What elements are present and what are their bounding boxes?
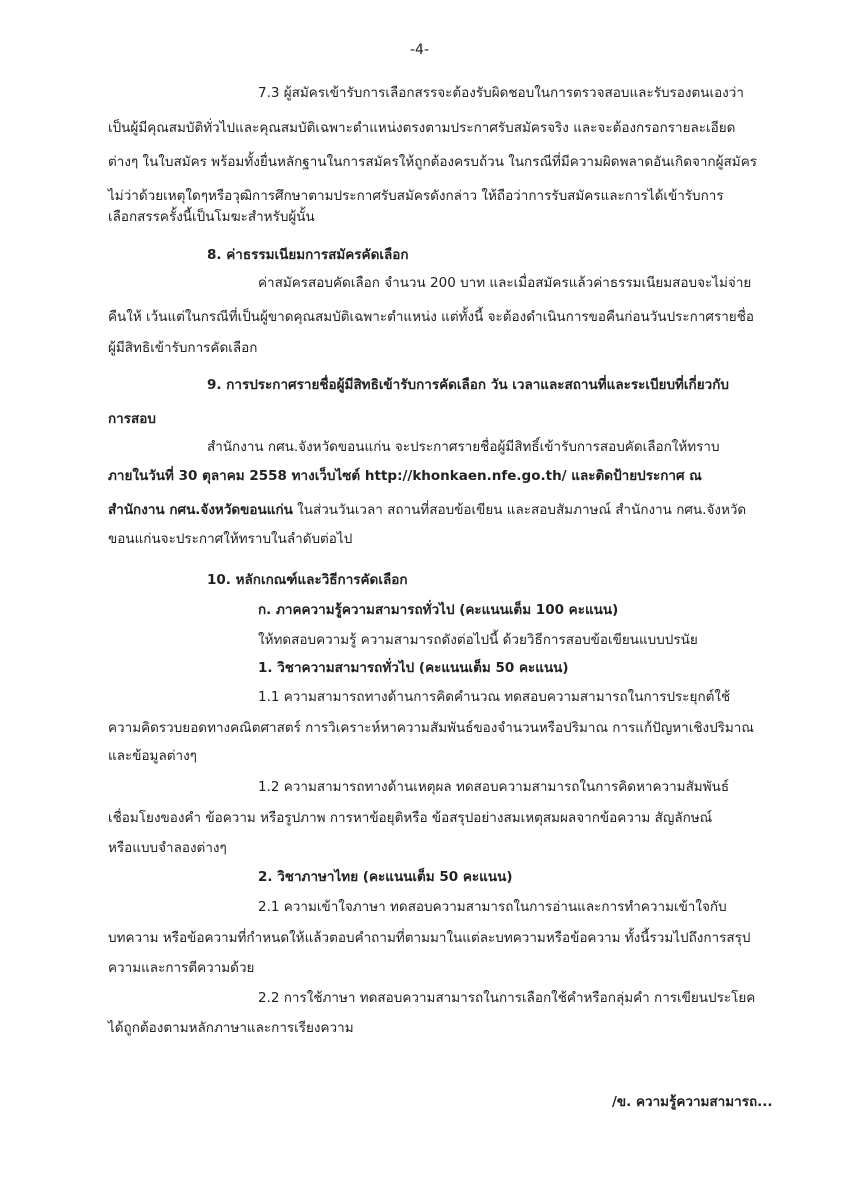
section-8-line-3: ผู้มีสิทธิเข้ารับการคัดเลือก (108, 340, 258, 356)
page-number: -4- (410, 42, 430, 58)
item-1-1-line-2: ความคิดรวบยอดทางคณิตศาสตร์ การวิเคราะห์หาความสัมพันธ์ของจำนวนหรือปริมาณ การแก้ปัญหาเชิงปริมาณ (108, 720, 754, 736)
section-7-3-line-3: ต่างๆ ในใบสมัคร พร้อมทั้งยื่นหลักฐานในการสมัครให้ถูกต้องครบถ้วน ในกรณีที่มีความผิดพลาดอันเกิดจากผู้สมัคร (108, 154, 757, 170)
item-2-1-line-3: ความและการตีความด้วย (108, 960, 255, 976)
section-10-heading: 10. หลักเกณฑ์และวิธีการคัดเลือก (207, 572, 408, 588)
section-7-3-line-5: เลือกสรรครั้งนี้เป็นโมฆะสำหรับผู้นั้น (108, 209, 315, 225)
section-9-line-1: สำนักงาน กศน.จังหวัดขอนแก่น จะประกาศรายชื่อผู้มีสิทธิ์เข้ารับการสอบคัดเลือกให้ทราบ (207, 439, 720, 455)
section-7-3-line-2: เป็นผู้มีคุณสมบัติทั่วไปและคุณสมบัติเฉพาะตำแหน่งตรงตามประกาศรับสมัครจริง และจะต้องกรอกรายละเอียด (108, 120, 736, 136)
section-9-heading-line-1: 9. การประกาศรายชื่อผู้มีสิทธิเข้ารับการคัดเลือก วัน เวลาและสถานที่และระเบียบที่เกี่ยวกับ (207, 377, 729, 393)
section-7-3-line-4: ไม่ว่าด้วยเหตุใดๆหรือวุฒิการศึกษาตามประกาศรับสมัครดังกล่าว ให้ถือว่าการรับสมัครและการได้เข้ารับการ (108, 188, 724, 204)
section-7-3-line-1: 7.3 ผู้สมัครเข้ารับการเลือกสรรจะต้องรับผิดชอบในการตรวจสอบและรับรองตนเองว่า (258, 85, 744, 101)
section-9-line-3 (108, 500, 746, 520)
section-8-line-2: คืนให้ เว้นแต่ในกรณีที่เป็นผู้ขาดคุณสมบัติเฉพาะตำแหน่ง แต่ทั้งนี้ จะต้องดำเนินการขอคืนก่อนวันประกาศรายชื่อ (108, 309, 754, 325)
item-1-1-line-1: 1.1 ความสามารถทางด้านการคิดคำนวณ ทดสอบความสามารถในการประยุกต์ใช้ (258, 689, 731, 705)
item-2-1-line-2: บทความ หรือข้อความที่กำหนดให้แล้วตอบคำถามที่ตามมาในแต่ละบทความหรือข้อความ ทั้งนี้รวมไปถึงการสรุป (108, 930, 751, 946)
part-a-description: ให้ทดสอบความรู้ ความสามารถดังต่อไปนี้ ด้วยวิธีการสอบข้อเขียนแบบปรนัย (258, 632, 698, 648)
section-9-line-4: ขอนแก่นจะประกาศให้ทราบในลำดับต่อไป (108, 531, 353, 547)
section-9-heading-line-2: การสอบ (108, 411, 156, 427)
item-2-2-line-1: 2.2 การใช้ภาษา ทดสอบความสามารถในการเลือกใช้คำหรือกลุ่มคำ การเขียนประโยค (258, 990, 756, 1006)
office-name: สำนักงาน กศน.จังหวัดขอนแก่น (108, 502, 293, 518)
item-1-2-line-1: 1.2 ความสามารถทางด้านเหตุผล ทดสอบความสามารถในการคิดหาความสัมพันธ์ (258, 779, 730, 795)
subject-1-heading: 1. วิชาความสามารถทั่วไป (คะแนนเต็ม 50 คะแนน) (258, 660, 569, 676)
item-2-1-line-1: 2.1 ความเข้าใจภาษา ทดสอบความสามารถในการอ่านและการทำความเข้าใจกับ (258, 899, 727, 915)
section-8-line-1: ค่าสมัครสอบคัดเลือก จำนวน 200 บาท และเมื่อสมัครแล้วค่าธรรมเนียมสอบจะไม่จ่าย (258, 275, 752, 291)
item-1-2-line-2: เชื่อมโยงของคำ ข้อความ หรือรูปภาพ การหาข้อยุติหรือ ข้อสรุปอย่างสมเหตุสมผลจากข้อความ สัญลักษณ์ (108, 810, 713, 826)
item-2-2-line-2: ได้ถูกต้องตามหลักภาษาและการเรียงความ (108, 1020, 354, 1036)
item-1-2-line-3: หรือแบบจำลองต่างๆ (108, 840, 227, 856)
section-9-line-2: ภายในวันที่ 30 ตุลาคม 2558 ทางเว็บไซต์ http://khonkaen.nfe.go.th/ และติดป้ายประกาศ ณ (108, 468, 702, 484)
section-9-line-3-rest: ในส่วนวันเวลา สถานที่สอบข้อเขียน และสอบสัมภาษณ์ สำนักงาน กศน.จังหวัด (292, 502, 747, 518)
part-a-heading: ก. ภาคความรู้ความสามารถทั่วไป (คะแนนเต็ม 100 คะแนน) (258, 602, 619, 618)
item-1-1-line-3: และข้อมูลต่างๆ (108, 748, 197, 764)
continuation-note: /ข. ความรู้ความสามารถ... (612, 1094, 773, 1110)
subject-2-heading: 2. วิชาภาษาไทย (คะแนนเต็ม 50 คะแนน) (258, 869, 513, 885)
section-8-heading: 8. ค่าธรรมเนียมการสมัครคัดเลือก (207, 247, 409, 263)
